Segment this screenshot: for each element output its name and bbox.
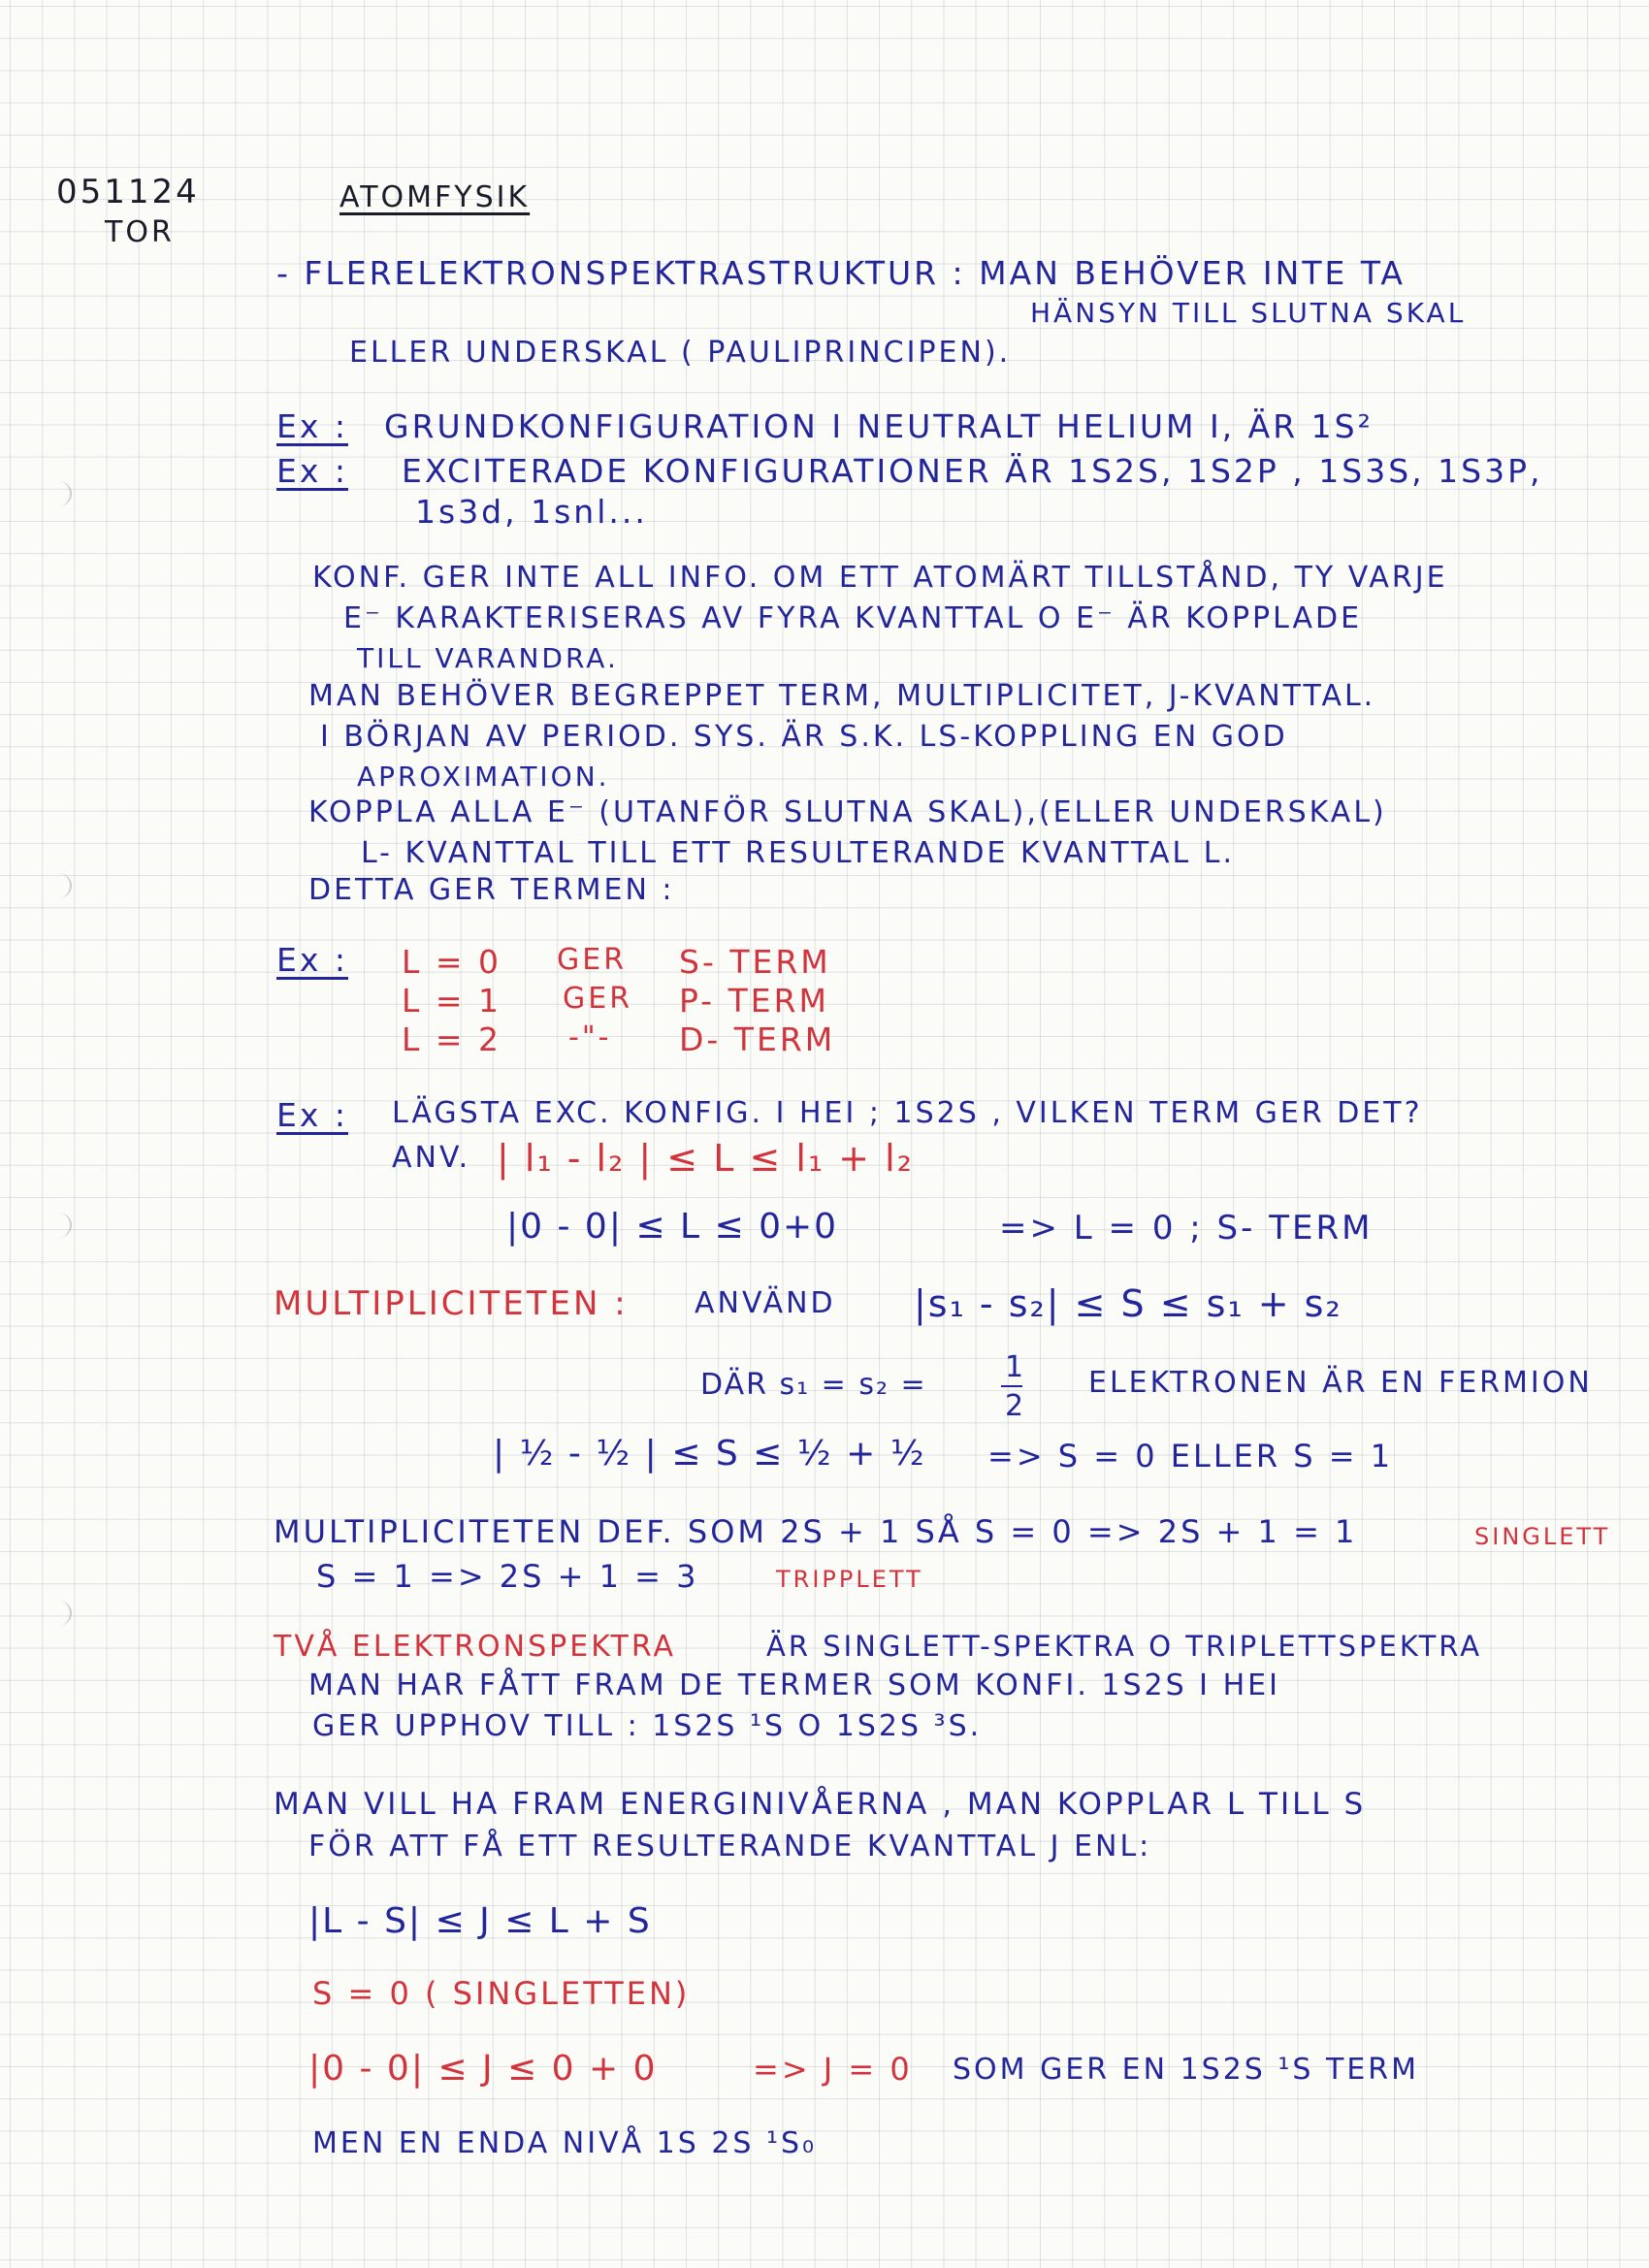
term-eq-2: L = 2 — [402, 1021, 502, 1058]
konf-line-8: L- KVANTTAL TILL ETT RESULTERANDE KVANTTAL L. — [361, 836, 1236, 870]
energy-final: MEN EN ENDA NIVÅ 1S 2S ¹S₀ — [312, 2126, 818, 2160]
multiplicity-result: => S = 0 ELLER S = 1 — [987, 1438, 1394, 1474]
energy-singlet: S = 0 ( SINGLETTEN) — [312, 1975, 691, 2012]
intro-line-1: - FLERELEKTRONSPEKTRASTRUKTUR : MAN BEHÖVER INTE TA — [276, 254, 1406, 292]
binder-hole — [45, 873, 72, 898]
konf-line-2: E⁻ KARAKTERISERAS AV FYRA KVANTTAL O E⁻ ÄR KOPPLADE — [343, 601, 1363, 635]
fraction-denominator: 2 — [1005, 1389, 1026, 1423]
spectra-line-2: MAN HAR FÅTT FRAM DE TERMER SOM KONFI. 1S2S I HEI — [308, 1669, 1280, 1702]
multiplicity-fermion: ELEKTRONEN ÄR EN FERMION — [1088, 1366, 1593, 1400]
tripplett-label: TRIPPLETT — [776, 1566, 923, 1593]
energy-line-2: FÖR ATT FÅ ETT RESULTERANDE KVANTTAL J ENL: — [308, 1830, 1152, 1863]
multiplicity-calc: | ½ - ½ | ≤ S ≤ ½ + ½ — [493, 1434, 926, 1474]
example-label: Ex : — [276, 452, 348, 490]
lowest-result: => L = 0 ; S- TERM — [999, 1209, 1374, 1247]
term-ger-0: GER — [557, 943, 628, 977]
fraction-numerator: 1 — [1005, 1350, 1026, 1384]
example-label: Ex : — [276, 941, 348, 979]
lowest-anv: ANV. — [392, 1141, 471, 1175]
term-eq-1: L = 1 — [402, 982, 502, 1020]
example-2-continued: 1s3d, 1snl... — [415, 493, 648, 531]
energy-calc: |0 - 0| ≤ J ≤ 0 + 0 — [308, 2049, 658, 2089]
lowest-formula: | l₁ - l₂ | ≤ L ≤ l₁ + l₂ — [497, 1137, 914, 1180]
example-2-text: EXCITERADE KONFIGURATIONER ÄR 1S2S, 1S2P , 1S3S, 1S3P, — [402, 452, 1543, 490]
term-ger-1: GER — [563, 982, 633, 1016]
energy-line-1: MAN VILL HA FRAM ENERGINIVÅERNA , MAN KOPPLAR L TILL S — [274, 1787, 1367, 1822]
term-name-1: P- TERM — [679, 982, 829, 1020]
term-ger-2: -"- — [568, 1021, 612, 1054]
spectra-heading: TVÅ ELEKTRONSPEKTRA — [274, 1630, 677, 1664]
konf-line-4: MAN BEHÖVER BEGREPPET TERM, MULTIPLICITET, J-KVANTTAL. — [308, 679, 1376, 713]
energy-formula: |L - S| ≤ J ≤ L + S — [308, 1901, 652, 1941]
date: 051124 — [56, 173, 200, 211]
day: TOR — [105, 215, 175, 249]
term-name-2: D- TERM — [679, 1021, 836, 1058]
fraction-bar — [1001, 1385, 1022, 1387]
multiplicity-anvand: ANVÄND — [695, 1286, 836, 1320]
konf-line-1: KONF. GER INTE ALL INFO. OM ETT ATOMÄRT TILLSTÅND, TY VARJE — [312, 561, 1448, 595]
term-eq-0: L = 0 — [402, 943, 502, 981]
page-title: ATOMFYSIK — [340, 180, 531, 214]
konf-line-5: I BÖRJAN AV PERIOD. SYS. ÄR S.K. LS-KOPPLING EN GOD — [320, 720, 1288, 754]
multiplicity-def: MULTIPLICITETEN DEF. SOM 2S + 1 SÅ S = 0 => 2S + 1 = 1 — [274, 1513, 1358, 1550]
spectra-line-3: GER UPPHOV TILL : 1S2S ¹S O 1S2S ³S. — [312, 1709, 983, 1743]
singlett-label: SINGLETT — [1474, 1523, 1611, 1550]
example-label: Ex : — [276, 1096, 348, 1134]
spectra-line-1: ÄR SINGLETT-SPEKTRA O TRIPLETTSPEKTRA — [766, 1630, 1483, 1663]
binder-hole — [45, 481, 72, 506]
intro-line-3: ELLER UNDERSKAL ( PAULIPRINCIPEN). — [349, 336, 1012, 370]
konf-line-6: APROXIMATION. — [357, 761, 610, 793]
example-label: Ex : — [276, 407, 348, 445]
multiplicity-s1: S = 1 => 2S + 1 = 3 — [316, 1558, 699, 1595]
multiplicity-dar: DÄR s₁ = s₂ = — [700, 1368, 927, 1402]
lowest-calc: |0 - 0| ≤ L ≤ 0+0 — [506, 1207, 839, 1247]
term-name-0: S- TERM — [679, 943, 831, 981]
multiplicity-formula: |s₁ - s₂| ≤ S ≤ s₁ + s₂ — [914, 1282, 1342, 1325]
konf-line-7: KOPPLA ALLA E⁻ (UTANFÖR SLUTNA SKAL),(ELLER UNDERSKAL) — [308, 795, 1387, 829]
energy-result-text: SOM GER EN 1S2S ¹S TERM — [953, 2053, 1420, 2087]
binder-hole — [45, 1213, 72, 1238]
multiplicity-heading: MULTIPLICITETEN : — [274, 1284, 629, 1323]
example-1-text: GRUNDKONFIGURATION I NEUTRALT HELIUM I, ÄR 1S² — [384, 407, 1374, 445]
lowest-question: LÄGSTA EXC. KONFIG. I HEI ; 1S2S , VILKEN TERM GER DET? — [392, 1096, 1423, 1130]
konf-line-3: TILL VARANDRA. — [357, 642, 619, 674]
binder-hole — [45, 1601, 72, 1626]
energy-result: => J = 0 — [753, 2051, 913, 2088]
intro-line-2: HÄNSYN TILL SLUTNA SKAL — [1030, 297, 1467, 329]
konf-line-9: DETTA GER TERMEN : — [308, 873, 675, 907]
